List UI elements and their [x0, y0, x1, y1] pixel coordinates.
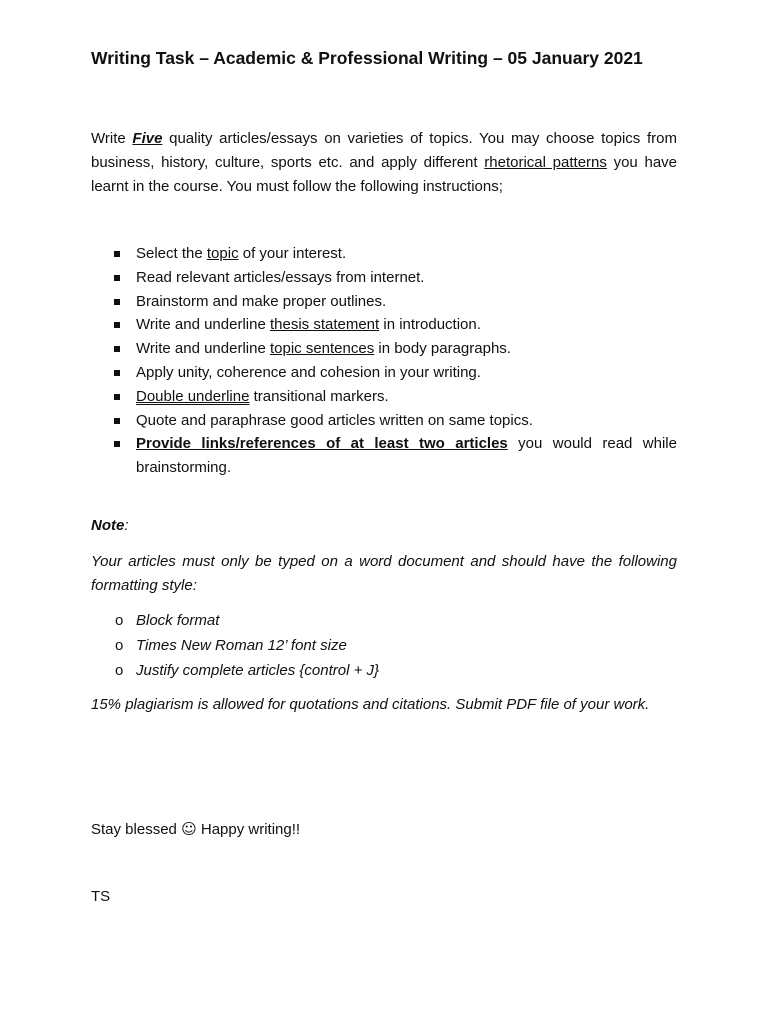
plagiarism-paragraph: 15% plagiarism is allowed for quotations and citations. Submit PDF file of your work. [91, 696, 650, 713]
intro-paragraph [91, 127, 677, 199]
square-bullet-icon [114, 322, 120, 328]
list-item [91, 242, 677, 266]
closing-text: Happy writing!! [196, 821, 301, 838]
square-bullet-icon [114, 346, 120, 352]
list-item-underlined: topic sentences [269, 340, 375, 358]
list-item [91, 385, 677, 409]
list-item [91, 266, 677, 290]
instructions-list [91, 242, 677, 480]
closing-line [91, 820, 300, 838]
list-item-text: Block format [136, 612, 220, 629]
square-bullet-icon [114, 275, 120, 281]
list-item-text: of your interest. [238, 245, 347, 262]
intro-five-emphasis: Five [132, 130, 163, 147]
list-item [91, 290, 677, 314]
document-title: Writing Task – Academic & Professional Writing – 05 January 2021 [91, 48, 643, 68]
list-item-double-underlined: Double underline [136, 387, 250, 405]
circle-bullet-icon: o [115, 637, 124, 654]
square-bullet-icon [114, 394, 120, 400]
square-bullet-icon [114, 370, 120, 376]
square-bullet-icon [114, 299, 120, 305]
list-item [91, 361, 677, 385]
list-item-text: Quote and paraphrase good articles written on same topics. [136, 411, 533, 429]
list-item-underlined: topic [206, 245, 239, 262]
author-initials: TS [91, 888, 111, 905]
list-item [91, 633, 677, 658]
list-item-underlined: thesis statement [269, 316, 380, 334]
list-item-text: Write and underline [136, 340, 270, 358]
list-item-text: in body paragraphs. [374, 340, 511, 358]
list-item-bold-underlined: Provide links/references of at least two articles [136, 435, 508, 453]
square-bullet-icon [114, 441, 120, 447]
list-item-text: Brainstorm and make proper outlines. [136, 292, 387, 310]
square-bullet-icon [114, 418, 120, 424]
list-item-text: transitional markers. [249, 387, 389, 405]
list-item [91, 608, 677, 633]
note-heading [91, 517, 129, 534]
list-item [91, 313, 677, 337]
list-item [91, 432, 677, 480]
circle-bullet-icon: o [115, 612, 124, 629]
intro-rhetorical-patterns: rhetorical patterns [484, 154, 607, 171]
list-item [91, 337, 677, 361]
formatting-list [91, 608, 677, 683]
list-item-text: in introduction. [379, 316, 481, 334]
note-paragraph: Your articles must only be typed on a word document and should have the following formatting style: [91, 553, 677, 594]
closing-text: Stay blessed [91, 821, 182, 838]
list-item [91, 409, 677, 433]
note-label: Note [91, 517, 125, 534]
intro-text-2: quality articles/essays on varieties of topics. You may choose topics from business, history, culture, sports etc. and apply different [91, 130, 677, 171]
circle-bullet-icon: o [115, 662, 124, 679]
note-colon: : [124, 517, 129, 534]
list-item-text: Select the [136, 245, 207, 262]
intro-text-1: Write [91, 130, 133, 147]
intro-text-3: you have learnt in the course. You must follow the following instructions; [91, 154, 678, 195]
smiley-icon: ☺ [181, 820, 197, 838]
square-bullet-icon [114, 251, 120, 257]
list-item-text: Apply unity, coherence and cohesion in your writing. [136, 363, 481, 381]
list-item-text: you would read while brainstorming. [136, 435, 677, 477]
list-item-text: Justify complete articles {control + J} [136, 662, 380, 679]
list-item-text: Write and underline [136, 316, 270, 334]
list-item-text: Times New Roman 12’ font size [136, 637, 347, 654]
list-item [91, 658, 677, 683]
list-item-text: Read relevant articles/essays from internet. [136, 268, 425, 286]
